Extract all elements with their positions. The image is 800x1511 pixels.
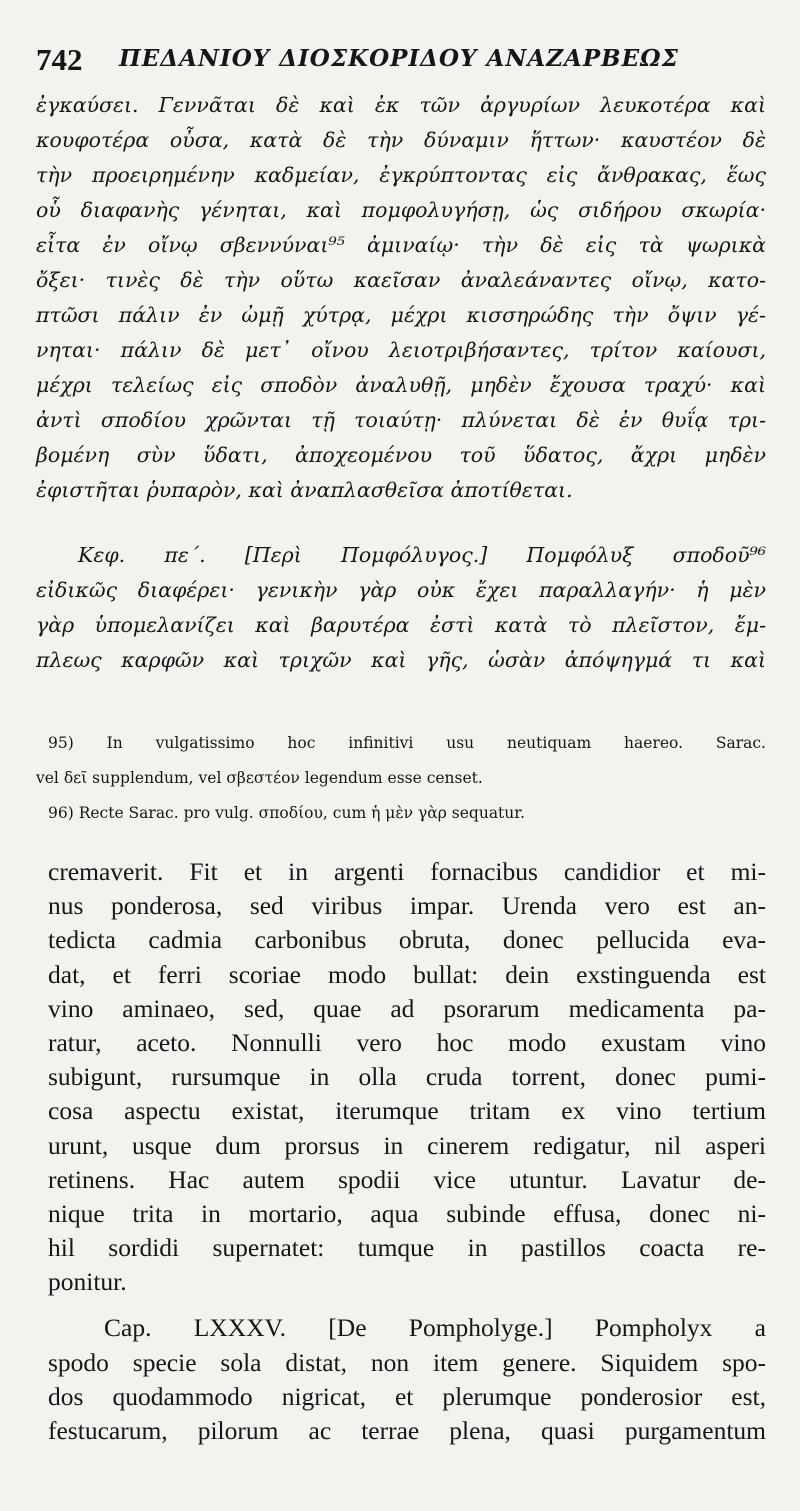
greek-line: πτῶσι πάλιν ἐν ὠμῇ χύτρᾳ, μέχρι κισσηρώδης τὴν ὄψιν γέ- — [36, 303, 766, 327]
greek-text-block — [36, 88, 766, 508]
greek-line: τὴν προειρημένην καδμείαν, ἐγκρύπτοντας εἰς ἄνθρακας, ἕως — [36, 163, 766, 187]
greek-line: ἀντὶ σποδίου χρῶνται τῇ τοιαύτῃ· πλύνεται δὲ ἐν θυΐᾳ τρι- — [36, 408, 766, 432]
latin-line: ponitur. — [48, 1267, 127, 1297]
latin-line: subigunt, rursumque in olla cruda torrent, donec pumi- — [48, 1062, 766, 1092]
latin-line: tedicta cadmia carbonibus obruta, donec pellucida eva- — [48, 925, 766, 955]
page-header — [36, 36, 764, 84]
page-number: 742 — [36, 42, 83, 77]
greek-line: γὰρ ὑπομελανίζει καὶ βαρυτέρα ἐστὶ κατὰ τὸ πλεῖστον, ἔμ- — [36, 613, 766, 637]
greek-line: κουφοτέρα οὖσα, κατὰ δὲ τὴν δύναμιν ἥττων· καυστέον δὲ — [36, 128, 766, 152]
greek-line: ἐφιστῆται ῥυπαρὸν, καὶ ἀναπλασθεῖσα ἀποτίθεται. — [36, 478, 573, 502]
greek-line: ὄξει· τινὲς δὲ τὴν οὕτω καεῖσαν ἀναλεάναντες οἴνῳ, κατο- — [36, 268, 766, 292]
greek-line: μέχρι τελείως εἰς σποδὸν ἀναλυθῇ, μηδὲν ἔχουσα τραχύ· καὶ — [36, 373, 766, 397]
latin-line: retinens. Hac autem spodii vice utuntur. Lavatur de- — [48, 1164, 766, 1194]
latin-line: hil sordidi supernatet: tumque in pastillos coacta re- — [48, 1233, 766, 1263]
latin-line: cremaverit. Fit et in argenti fornacibus candidior et mi- — [48, 857, 766, 886]
greek-chapter-heading-line: Κεφ. πε΄. [Περὶ Πομφόλυγος.] Πομφόλυξ σποδοῦ⁹⁶ — [78, 543, 766, 567]
latin-line: spodo specie sola distat, non item genere. Siquidem spo- — [48, 1347, 766, 1377]
footnote-95: 95) In vulgatissimo hoc infinitivi usu neutiquam haereo. Sarac. — [48, 734, 766, 752]
latin-line: nus ponderosa, sed viribus impar. Urenda vero est an- — [48, 891, 766, 921]
greek-line: οὗ διαφανὴς γένηται, καὶ πομφολυγήσῃ, ὡς σιδήρου σκωρία· — [36, 198, 766, 222]
latin-chapter-heading-line: Cap. LXXXV. [De Pompholyge.] Pompholyx a — [104, 1313, 766, 1343]
latin-line: nique trita in mortario, aqua subinde effusa, donec ni- — [48, 1198, 766, 1228]
latin-translation-block — [48, 855, 766, 1448]
greek-line: εἰδικῶς διαφέρει· γενικὴν γὰρ οὐκ ἔχει παραλλαγήν· ἡ μὲν — [36, 578, 766, 602]
latin-line: festucarum, pilorum ac terrae plena, quasi purgamentum — [48, 1416, 766, 1445]
latin-line: dat, et ferri scoriae modo bullat: dein exstinguenda est — [48, 959, 766, 989]
greek-line: εἶτα ἐν οἴνῳ σβεννύναι⁹⁵ ἀμιναίῳ· τὴν δὲ εἰς τὰ ψωρικὰ — [36, 233, 766, 257]
footnotes — [36, 730, 766, 835]
footnote-96: 96) Recte Sarac. pro vulg. σποδίου, cum ἡ μὲν γὰρ sequatur. — [48, 804, 525, 822]
greek-line: νηται· πάλιν δὲ μετ᾽ οἴνου λειοτριβήσαντες, τρίτον καίουσι, — [36, 338, 766, 362]
greek-line: βομένη σὺν ὕδατι, ἀποχεομένου τοῦ ὕδατος, ἄχρι μηδὲν — [36, 443, 766, 467]
latin-line: urunt, usque dum prorsus in cinerem redigatur, nil asperi — [48, 1130, 766, 1160]
greek-chapter-block — [36, 538, 766, 678]
latin-line: ratur, aceto. Nonnulli vero hoc modo exustam vino — [48, 1027, 766, 1057]
latin-line: cosa aspectu existat, iterumque tritam ex vino tertium — [48, 1096, 766, 1126]
greek-line: πλεως καρφῶν καὶ τριχῶν καὶ γῆς, ὡσὰν ἀπόψηγμά τι καὶ — [36, 648, 766, 672]
footnote-95-continuation: vel δεῖ supplendum, vel σβεστέον legendum esse censet. — [36, 769, 483, 787]
greek-line: ἐγκαύσει. Γεννᾶται δὲ καὶ ἐκ τῶν ἀργυρίων λευκοτέρα καὶ — [36, 93, 766, 117]
running-head: ΠΕΔΑΝΙΟΥ ΔΙΟΣΚΟΡΙΔΟΥ ΑΝΑΖΑΡΒΕΩΣ — [119, 45, 679, 72]
latin-line: vino aminaeo, sed, quae ad psorarum medicamenta pa- — [48, 993, 766, 1023]
latin-line: dos quodammodo nigricat, et plerumque ponderosior est, — [48, 1381, 766, 1411]
